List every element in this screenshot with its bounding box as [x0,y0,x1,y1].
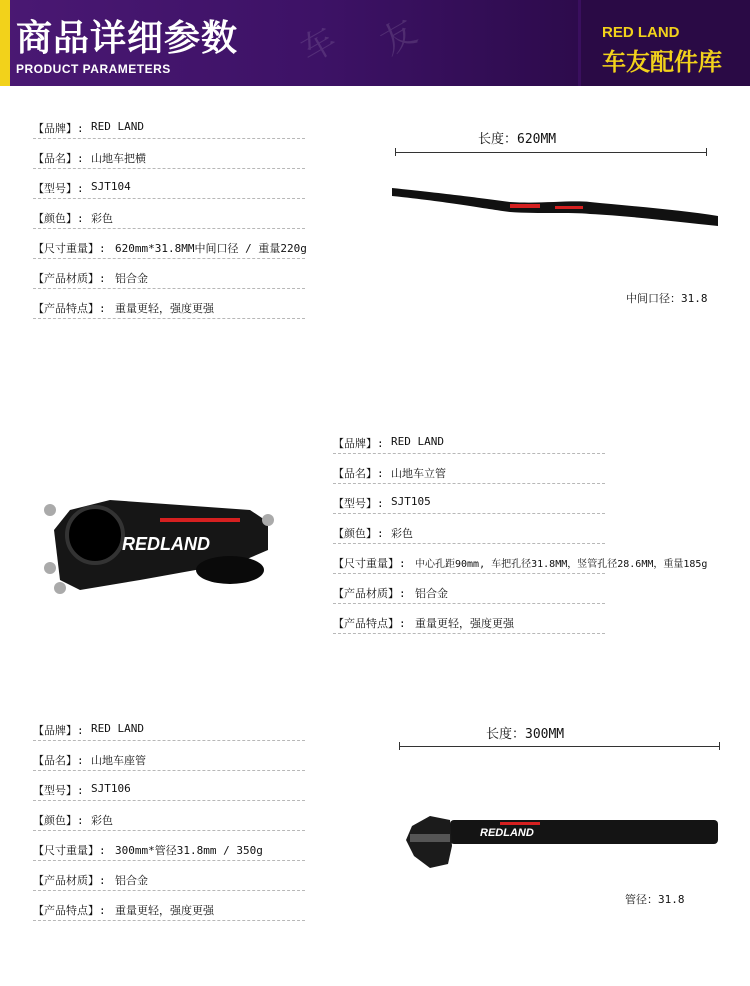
length-label: 长度：300MM [486,727,565,742]
page-title: 商品详细参数 [16,18,239,59]
banner-title-panel [0,0,578,86]
spec-label: 【颜色】: [33,212,84,225]
diameter-note: 管径：31.8 [625,893,685,906]
spec-label: 【产品特点】: [33,302,106,315]
spec-label: 【产品材质】: [33,874,106,887]
seatpost-image [400,812,722,874]
spec-label: 【品牌】: [333,437,384,450]
spec-value: 铝合金 [115,874,148,887]
dimension-tick [395,148,396,156]
spec-value: 铝合金 [415,587,448,600]
spec-row [333,544,708,574]
spec-label: 【产品材质】: [33,272,106,285]
dimension-line [395,152,706,153]
spec-row [33,801,305,831]
spec-label: 【尺寸重量】: [33,242,106,255]
banner-accent-stripe [0,0,10,86]
spec-label: 【型号】: [33,784,84,797]
spec-value: 山地车座管 [91,754,146,767]
spec-value: 重量更轻，强度更强 [415,617,514,630]
header-banner [0,0,750,86]
dimension-line [399,746,719,747]
spec-value: 重量更轻，强度更强 [115,904,214,917]
spec-row [333,484,605,514]
spec-value: SJT104 [91,180,131,193]
brand-name-en: RED LAND [602,24,680,41]
brand-name-cn: 车友配件库 [602,48,722,76]
spec-list-stem [333,424,708,634]
spec-label: 【品名】: [333,467,384,480]
spec-label: 【品牌】: [33,122,84,135]
spec-label: 【型号】: [333,497,384,510]
watermark: 友 [374,11,424,64]
spec-label: 【产品材质】: [333,587,406,600]
diameter-note: 中间口径：31.8 [626,292,708,305]
watermark: 车 [294,19,344,72]
spec-row [33,109,305,139]
spec-row [333,574,605,604]
spec-row [33,139,305,169]
spec-row [33,289,305,319]
spec-value: 彩色 [91,212,113,225]
spec-value: 彩色 [391,527,413,540]
spec-value: 620mm*31.8MM中间口径 / 重量220g [115,242,307,255]
spec-row [33,861,305,891]
spec-value: 300mm*管径31.8mm / 350g [115,844,263,857]
spec-row [333,604,605,634]
spec-value: 重量更轻，强度更强 [115,302,214,315]
spec-row [33,711,305,741]
page-subtitle: PRODUCT PARAMETERS [16,62,171,76]
spec-row [33,199,305,229]
dimension-tick [706,148,707,156]
spec-label: 【产品特点】: [33,904,106,917]
spec-label: 【尺寸重量】: [333,557,406,570]
spec-row [333,514,605,544]
spec-list-seatpost [33,711,305,921]
spec-row [33,741,305,771]
spec-row [33,891,305,921]
spec-value: 铝合金 [115,272,148,285]
spec-row [333,424,605,454]
spec-value: RED LAND [91,722,144,735]
length-label: 长度：620MM [478,132,557,147]
spec-value: SJT105 [391,495,431,508]
spec-row [33,229,305,259]
stem-image [40,490,280,600]
spec-label: 【颜色】: [333,527,384,540]
spec-list-handlebar [33,109,305,319]
spec-row [33,259,305,289]
dimension-tick [719,742,720,750]
spec-row [333,454,605,484]
spec-label: 【颜色】: [33,814,84,827]
spec-label: 【品名】: [33,152,84,165]
spec-value: SJT106 [91,782,131,795]
spec-row [33,831,305,861]
spec-label: 【产品特点】: [333,617,406,630]
spec-value: 山地车把横 [91,152,146,165]
spec-row [33,169,305,199]
spec-label: 【品名】: [33,754,84,767]
spec-value: 中心孔距90mm, 车把孔径31.8MM，竖管孔径28.6MM，重量185g [415,559,708,570]
seatpost-logo-text: REDLAND [480,827,534,839]
spec-row [33,771,305,801]
spec-value: 山地车立管 [391,467,446,480]
spec-value: 彩色 [91,814,113,827]
handlebar-image [390,180,720,230]
spec-value: RED LAND [91,120,144,133]
dimension-tick [399,742,400,750]
spec-value: RED LAND [391,435,444,448]
spec-label: 【尺寸重量】: [33,844,106,857]
spec-label: 【型号】: [33,182,84,195]
spec-label: 【品牌】: [33,724,84,737]
stem-logo-text: REDLAND [122,534,210,554]
